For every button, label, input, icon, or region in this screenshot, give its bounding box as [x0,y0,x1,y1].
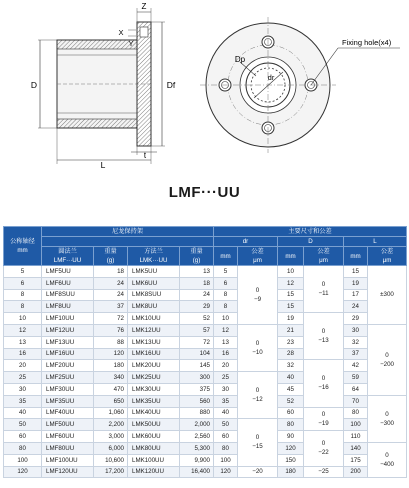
dr-cell: 8 [214,289,238,301]
round-weight-cell: 37 [94,301,128,313]
dr-cell: 35 [214,395,238,407]
square-model-cell: LMK8SUU [128,289,180,301]
l-cell: 110 [344,431,368,443]
header-bore: 公称轴径 mm [4,227,42,266]
l-tolerance-cell [368,395,407,442]
square-weight-cell: 13 [180,266,214,278]
round-model-cell: LMF120UU [42,466,94,478]
round-model-cell: LMF16UU [42,348,94,360]
l-cell: 70 [344,395,368,407]
l-tolerance-cell-lower: −400 [380,461,394,469]
l-tolerance-cell-upper: 0 [385,351,389,359]
square-model-cell: LMK8UU [128,301,180,313]
square-weight-cell: 145 [180,360,214,372]
square-model-cell: LMK6UU [128,277,180,289]
round-model-cell: LMF60UU [42,431,94,443]
d-cell: 23 [278,336,304,348]
square-weight-cell: 24 [180,289,214,301]
d-cell: 80 [278,419,304,431]
header-l-tol: 公差 μm [368,247,407,266]
d-cell: 10 [278,266,304,278]
table-row [4,466,407,478]
dim-dr-label: dr [267,73,275,82]
dim-x-label: X [118,28,124,37]
d-tolerance-cell-lower: −19 [318,419,329,427]
dim-df-label: Df [166,80,176,90]
dr-tolerance-cell-lower: −15 [252,443,263,451]
square-model-cell: LMK40UU [128,407,180,419]
table-row [4,289,407,301]
l-tolerance-cell [368,266,407,325]
d-tolerance-cell-upper: 0 [321,410,326,418]
d-tolerance-cell [304,407,344,431]
round-model-cell: LMF5UU [42,266,94,278]
l-cell: 100 [344,419,368,431]
header-round-weight: 重量 (g) [94,247,128,266]
square-model-cell: LMK16UU [128,348,180,360]
square-model-cell: LMK25UU [128,372,180,384]
l-cell: 140 [344,442,368,454]
table-row [4,277,407,289]
l-tolerance-cell [368,442,407,477]
table-row [4,266,407,278]
l-cell: 30 [344,324,368,336]
dr-tolerance-cell [238,419,278,466]
square-model-cell: LMK30UU [128,383,180,395]
round-model-cell: LMF30UU [42,383,94,395]
round-model-cell: LMF25UU [42,372,94,384]
dr-tolerance-cell-lower: −12 [252,396,263,404]
square-weight-cell: 300 [180,372,214,384]
header-l: L [344,237,407,247]
square-weight-cell: 16,400 [180,466,214,478]
header-type-group: 尼龙保持架 [42,227,214,237]
bore-cell: 120 [4,466,42,478]
d-tolerance-cell-upper: 0 [321,281,326,289]
dr-tolerance-cell [238,324,278,371]
square-model-cell: LMK13UU [128,336,180,348]
bore-cell: 30 [4,383,42,395]
header-d-mm: mm [278,247,304,266]
dr-cell: 120 [214,466,238,478]
l-cell: 17 [344,289,368,301]
square-weight-cell: 9,900 [180,454,214,466]
header-square-model: 方法兰 LMK···UU [128,247,180,266]
bore-cell: 8 [4,301,42,313]
round-weight-cell: 88 [94,336,128,348]
table-row [4,360,407,372]
dr-tolerance-cell-upper: 0 [255,286,260,294]
table-row [4,372,407,384]
bore-cell: 5 [4,266,42,278]
d-tolerance-cell-lower: −22 [318,449,329,457]
d-tolerance-cell [304,313,344,360]
d-cell: 150 [278,454,304,466]
round-model-cell: LMF35UU [42,395,94,407]
square-weight-cell: 560 [180,395,214,407]
dr-tolerance-cell-upper: 0 [255,434,260,442]
square-model-cell: LMK100UU [128,454,180,466]
round-model-cell: LMF10UU [42,313,94,325]
d-cell: 90 [278,431,304,443]
round-weight-cell: 2,200 [94,419,128,431]
d-cell: 60 [278,407,304,419]
square-weight-cell: 880 [180,407,214,419]
l-tolerance-cell-lower: −300 [380,419,394,427]
dr-tolerance-cell-lower: −10 [252,349,263,357]
square-model-cell: LMK50UU [128,419,180,431]
round-model-cell: LMF6UU [42,277,94,289]
round-weight-cell: 10,600 [94,454,128,466]
table-row [4,419,407,431]
dr-tolerance-cell-upper: 0 [255,340,260,348]
round-weight-cell: 3,000 [94,431,128,443]
d-cell: 19 [278,313,304,325]
round-weight-cell: 340 [94,372,128,384]
d-cell: 15 [278,289,304,301]
round-weight-cell: 24 [94,277,128,289]
d-cell: 21 [278,324,304,336]
header-dr-tol: 公差 μm [238,247,278,266]
d-tolerance-cell [304,431,344,466]
d-tolerance-cell-upper: 0 [321,440,326,448]
dr-cell: 80 [214,442,238,454]
l-cell: 64 [344,383,368,395]
l-tolerance-cell-upper: 0 [385,452,389,460]
dim-z-label: Z [141,2,147,11]
square-model-cell: LMK12UU [128,324,180,336]
bore-cell: 100 [4,454,42,466]
dr-tolerance-cell-upper: −20 [252,468,263,476]
square-weight-cell: 29 [180,301,214,313]
bore-cell: 16 [4,348,42,360]
table-row [4,442,407,454]
dim-y-label: Y [128,39,134,48]
dr-cell: 8 [214,301,238,313]
l-cell: 80 [344,407,368,419]
square-weight-cell: 5,300 [180,442,214,454]
table-row [4,454,407,466]
d-cell: 180 [278,466,304,478]
bore-cell: 13 [4,336,42,348]
round-weight-cell: 24 [94,289,128,301]
round-model-cell: LMF8UU [42,301,94,313]
bore-cell: 35 [4,395,42,407]
dr-cell: 50 [214,419,238,431]
d-tolerance-cell-lower: −11 [318,290,329,298]
round-weight-cell: 180 [94,360,128,372]
square-weight-cell: 2,560 [180,431,214,443]
dr-cell: 10 [214,313,238,325]
header-d: D [278,237,344,247]
dr-cell: 60 [214,431,238,443]
d-tolerance-cell-upper: 0 [321,328,326,336]
table-row [4,395,407,407]
d-tolerance-cell [304,266,344,313]
side-view-drawing [38,8,165,164]
square-weight-cell: 375 [180,383,214,395]
d-tolerance-cell-upper: 0 [321,375,326,383]
technical-drawing [0,0,409,210]
bore-cell: 6 [4,277,42,289]
bore-cell: 80 [4,442,42,454]
l-cell: 175 [344,454,368,466]
d-cell: 120 [278,442,304,454]
square-model-cell: LMK120UU [128,466,180,478]
l-cell: 29 [344,313,368,325]
dr-tolerance-cell [238,466,278,478]
d-cell: 52 [278,395,304,407]
l-cell: 19 [344,277,368,289]
l-cell: 24 [344,301,368,313]
l-tolerance-cell-upper: 0 [385,410,389,418]
square-weight-cell: 57 [180,324,214,336]
dr-tolerance-cell-upper: 0 [255,387,260,395]
d-tolerance-cell [304,466,344,478]
square-model-cell: LMK80UU [128,442,180,454]
spec-table [3,226,407,478]
bore-cell: 60 [4,431,42,443]
l-cell: 15 [344,266,368,278]
dim-l-label: L [100,160,106,170]
d-tolerance-cell-upper: −25 [318,468,329,476]
bore-cell: 12 [4,324,42,336]
round-weight-cell: 18 [94,266,128,278]
table-row [4,348,407,360]
round-weight-cell: 76 [94,324,128,336]
round-weight-cell: 650 [94,395,128,407]
d-tolerance-cell-lower: −16 [318,384,329,392]
d-cell: 12 [278,277,304,289]
round-model-cell: LMF20UU [42,360,94,372]
round-model-cell: LMF8SUU [42,289,94,301]
dr-cell: 12 [214,324,238,336]
l-tolerance-cell [368,324,407,395]
dr-cell: 40 [214,407,238,419]
table-row [4,301,407,313]
square-weight-cell: 72 [180,336,214,348]
square-model-cell: LMK35UU [128,395,180,407]
bore-cell: 10 [4,313,42,325]
header-dr: dr [214,237,278,247]
table-row [4,313,407,325]
d-cell: 45 [278,383,304,395]
dim-dp-label: Dp [234,55,246,64]
square-model-cell: LMK60UU [128,431,180,443]
round-weight-cell: 1,060 [94,407,128,419]
dr-cell: 6 [214,277,238,289]
dim-t-label: t [143,151,147,160]
table-row [4,336,407,348]
table-row [4,431,407,443]
header-d-tol: 公差 μm [304,247,344,266]
model-title: LMF···UU [168,184,241,201]
square-weight-cell: 18 [180,277,214,289]
header-l-mm: mm [344,247,368,266]
square-model-cell: LMK5UU [128,266,180,278]
round-model-cell: LMF40UU [42,407,94,419]
d-tolerance-cell [304,360,344,407]
square-model-cell: LMK10UU [128,313,180,325]
dr-cell: 30 [214,383,238,395]
d-cell: 32 [278,360,304,372]
l-cell: 32 [344,336,368,348]
table-row [4,324,407,336]
l-cell: 200 [344,466,368,478]
header-dims-group: 主要尺寸和公差 [214,227,407,237]
header-round-model: 圆法兰 LMF···UU [42,247,94,266]
square-model-cell: LMK20UU [128,360,180,372]
d-cell: 28 [278,348,304,360]
square-weight-cell: 2,000 [180,419,214,431]
header-square-weight: 重量 (g) [180,247,214,266]
round-model-cell: LMF12UU [42,324,94,336]
l-cell: 59 [344,372,368,384]
l-cell: 42 [344,360,368,372]
round-weight-cell: 120 [94,348,128,360]
round-model-cell: LMF50UU [42,419,94,431]
round-weight-cell: 72 [94,313,128,325]
bore-cell: 20 [4,360,42,372]
dim-d-label: D [30,80,38,90]
dr-tolerance-cell [238,266,278,325]
dr-cell: 13 [214,336,238,348]
round-weight-cell: 470 [94,383,128,395]
round-model-cell: LMF80UU [42,442,94,454]
dr-cell: 100 [214,454,238,466]
dr-tolerance-cell-lower: −9 [253,295,262,303]
d-cell: 40 [278,372,304,384]
bore-cell: 50 [4,419,42,431]
dr-cell: 25 [214,372,238,384]
round-weight-cell: 17,200 [94,466,128,478]
bore-cell: 25 [4,372,42,384]
l-tolerance-cell-upper: ±300 [380,291,394,299]
table-row [4,383,407,395]
l-tolerance-cell-lower: −200 [380,360,394,368]
round-model-cell: LMF100UU [42,454,94,466]
d-tolerance-cell-lower: −13 [318,337,329,345]
square-weight-cell: 52 [180,313,214,325]
fixing-hole-label: Fixing hole(x4) [342,38,392,47]
header-dr-mm: mm [214,247,238,266]
d-cell: 15 [278,301,304,313]
bore-cell: 40 [4,407,42,419]
dr-cell: 5 [214,266,238,278]
dr-cell: 20 [214,360,238,372]
l-cell: 37 [344,348,368,360]
table-row [4,407,407,419]
dr-cell: 16 [214,348,238,360]
round-weight-cell: 6,000 [94,442,128,454]
dr-tolerance-cell [238,372,278,419]
round-model-cell: LMF13UU [42,336,94,348]
bore-cell: 8 [4,289,42,301]
square-weight-cell: 104 [180,348,214,360]
